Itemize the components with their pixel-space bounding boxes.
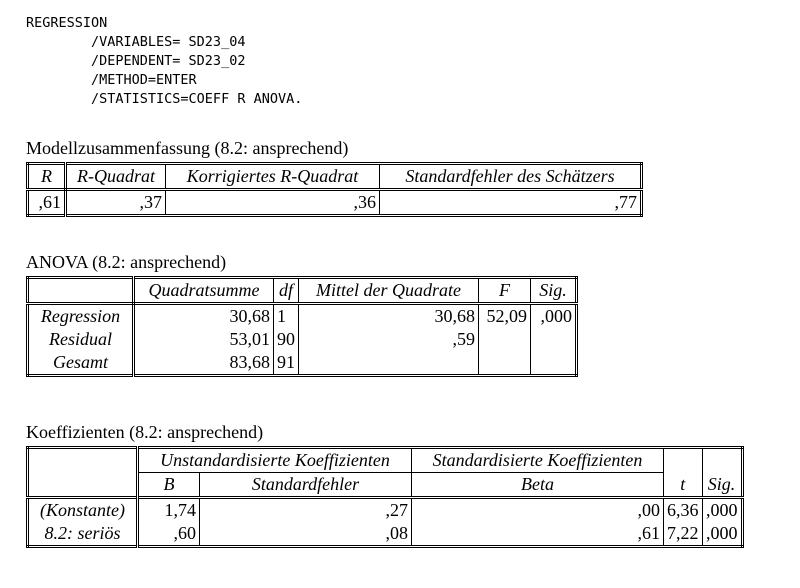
header-cell — [28, 278, 134, 304]
table-cell — [531, 328, 577, 351]
table-row — [28, 190, 642, 216]
group-header-unstandardized: Unstandardisierte Koeffizienten — [138, 448, 412, 473]
table-cell: 83,68 — [134, 351, 274, 376]
row-label: (Konstante) — [28, 498, 138, 523]
header-cell: R-Quadrat — [66, 164, 166, 190]
anova-caption: ANOVA (8.2: ansprechend) — [26, 252, 227, 272]
table-cell: 53,01 — [134, 328, 274, 351]
row-label: 8.2: seriös — [28, 522, 138, 547]
header-cell — [664, 448, 703, 473]
table-cell: 30,68 — [299, 304, 479, 329]
table-cell: ,60 — [138, 522, 200, 547]
header-cell: Mittel der Quadrate — [299, 278, 479, 304]
anova-table — [26, 276, 578, 377]
header-cell: df — [274, 278, 299, 304]
group-header-standardized: Standardisierte Koeffizienten — [412, 448, 664, 473]
coefficients-table — [26, 446, 744, 548]
syntax-code-block — [26, 14, 302, 109]
syntax-line: /STATISTICS=COEFF R ANOVA. — [26, 91, 303, 107]
row-label: Regression — [28, 304, 134, 329]
header-cell — [702, 448, 742, 473]
table-group-header-row — [28, 448, 743, 473]
syntax-line: /METHOD=ENTER — [26, 72, 197, 88]
table-cell: ,77 — [380, 190, 642, 216]
header-cell: Korrigiertes R-Quadrat — [166, 164, 380, 190]
header-cell: B — [138, 473, 200, 498]
table-cell — [479, 328, 531, 351]
header-cell: Beta — [412, 473, 664, 498]
table-cell — [531, 351, 577, 376]
table-header-row — [28, 164, 642, 190]
table-cell: ,37 — [66, 190, 166, 216]
header-cell: Standardfehler des Schätzers — [380, 164, 642, 190]
table-cell: 91 — [274, 351, 299, 376]
table-cell — [479, 351, 531, 376]
table-cell: ,000 — [702, 498, 742, 523]
table-cell: 90 — [274, 328, 299, 351]
table-cell: 7,22 — [664, 522, 703, 547]
table-cell: 1 — [274, 304, 299, 329]
header-cell: R — [28, 164, 66, 190]
table-cell: ,08 — [200, 522, 412, 547]
table-header-row — [28, 278, 577, 304]
coefficients-caption: Koeffizienten (8.2: ansprechend) — [26, 422, 264, 442]
table-cell: 52,09 — [479, 304, 531, 329]
table-cell: ,00 — [412, 498, 664, 523]
header-cell: Standardfehler — [200, 473, 412, 498]
table-cell: ,61 — [412, 522, 664, 547]
header-cell: t — [664, 473, 703, 498]
row-label: Gesamt — [28, 351, 134, 376]
table-cell: ,59 — [299, 328, 479, 351]
table-row — [28, 304, 577, 329]
model-summary-table — [26, 162, 643, 217]
syntax-line: /DEPENDENT= SD23_02 — [26, 53, 246, 69]
table-row — [28, 351, 577, 376]
table-row — [28, 522, 743, 547]
table-cell: 1,74 — [138, 498, 200, 523]
table-cell: ,36 — [166, 190, 380, 216]
header-cell: Quadratsumme — [134, 278, 274, 304]
header-cell: Sig. — [531, 278, 577, 304]
table-cell: ,000 — [531, 304, 577, 329]
table-cell: ,27 — [200, 498, 412, 523]
table-cell: 30,68 — [134, 304, 274, 329]
syntax-line: /VARIABLES= SD23_04 — [26, 34, 246, 50]
table-cell — [299, 351, 479, 376]
table-cell: ,61 — [28, 190, 66, 216]
table-cell: 6,36 — [664, 498, 703, 523]
model-summary-caption: Modellzusammenfassung (8.2: ansprechend) — [26, 138, 349, 158]
table-cell: ,000 — [702, 522, 742, 547]
header-cell: F — [479, 278, 531, 304]
table-row — [28, 328, 577, 351]
header-cell: Sig. — [702, 473, 742, 498]
table-row — [28, 498, 743, 523]
header-cell — [28, 448, 138, 498]
row-label: Residual — [28, 328, 134, 351]
syntax-line: REGRESSION — [26, 15, 108, 31]
